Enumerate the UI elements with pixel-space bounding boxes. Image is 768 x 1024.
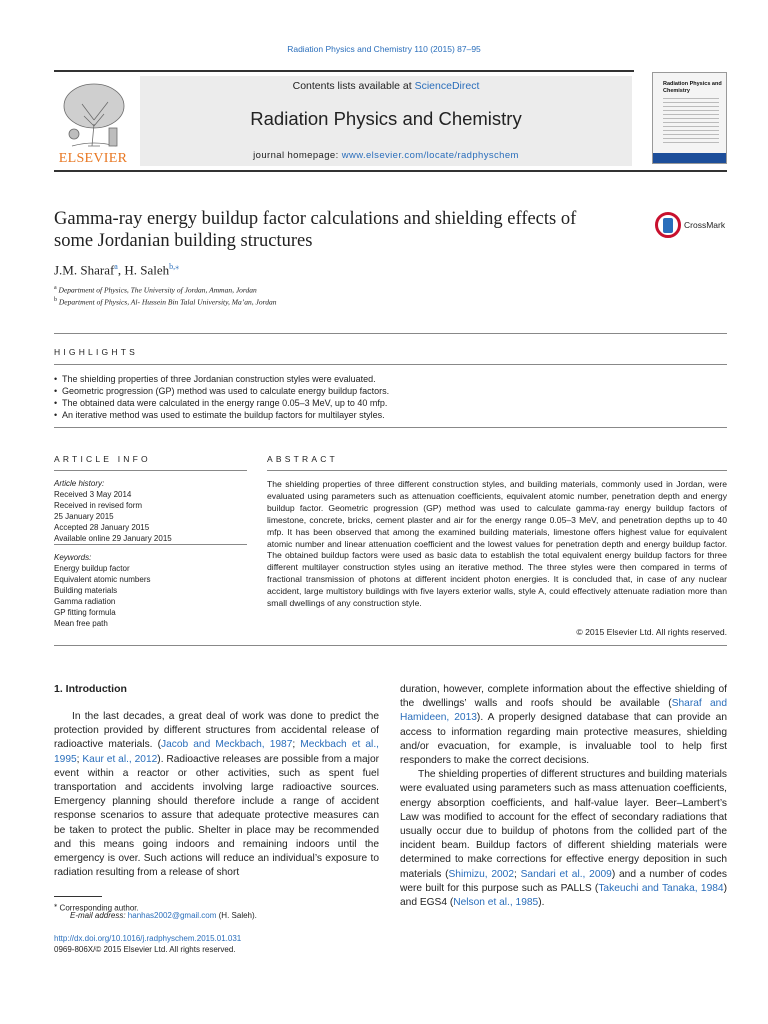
doi-link[interactable]: http://dx.doi.org/10.1016/j.radphyschem.2015.01.031 — [54, 934, 242, 943]
citation-link[interactable]: Shimizu, 2002 — [448, 868, 515, 880]
affiliation-a: $^a$ Department of Physics, The University of Jordan, Amman, Jordan — [54, 285, 257, 295]
keyword: Mean free path — [54, 619, 108, 628]
journal-title: Radiation Physics and Chemistry — [250, 108, 522, 129]
abstract-copyright: © 2015 Elsevier Ltd. All rights reserved. — [576, 627, 727, 637]
intro-left-column — [54, 710, 379, 880]
citation-link[interactable]: Sharaf and Hamideen, 2013 — [400, 698, 728, 724]
author-list: J.M. Sharaf$^a$, H. Saleh$^{b,⁎}$ — [54, 262, 180, 278]
keyword: Building materials — [54, 586, 118, 595]
divider — [54, 364, 727, 365]
cover-text-lines — [663, 98, 719, 146]
abstract-text: The shielding properties of three different construction styles, and building materials, commonly used in Jordan, were evaluated using parameters such as attenuation coefficients, equivalent atomic number, penetration depth and energy buildup factor. Geometric progression (GP) method was used to calculate gamma-ray energy buildup factors of limestone, concrete, bricks, cement plaster and air for the energy range 0.05–3 MeV, and penetration depths up to 40 mfp. It has been observed that among the examined building materials, limestone offers highest value for equivalent atomic number and linear attenuation coefficient and the lowest values for penetration depth and energy buildup factor. The obtained buildup factors were used as basic data to establish the total equivalent energy buildup factors for three different multilayer construction styles using an iterative method. The three styles were then compared in terms of fractional transmission of photons at different incident photon energies. It is concluded that, in case of any nuclear accident, large multistory buildings with five layers exterior walls, style A, could effectively attenuate radiation more than small dwellings of any construction style. — [267, 479, 727, 609]
highlight-item: • Geometric progression (GP) method was used to calculate energy buildup factors. — [54, 385, 727, 397]
author-sharaf: J.M. Sharaf — [54, 262, 115, 278]
homepage-link[interactable]: www.elsevier.com/locate/radphyschem — [341, 150, 519, 161]
keyword: GP fitting formula — [54, 608, 116, 617]
citation-link[interactable]: Nelson et al., 1985 — [453, 897, 539, 909]
affiliation-link-a[interactable]: a — [114, 262, 118, 271]
keywords: Keywords: Energy buildup factor Equivalent atomic numbers Building materials Gamma radiation GP fitting formula Mean free path — [54, 552, 247, 629]
citation-link[interactable]: Jacob and Meckbach, 1987 — [161, 739, 293, 751]
highlight-item: • The shielding properties of three Jordanian construction styles were evaluated. — [54, 373, 727, 385]
divider — [54, 544, 247, 545]
divider — [54, 470, 247, 471]
email-note: E-mail address: hanhas2002@gmail.com (H. Saleh). — [70, 911, 257, 920]
cover-title: Radiation Physics and Chemistry — [663, 81, 722, 94]
crossmark-badge[interactable]: CrossMark — [655, 212, 730, 240]
intro-paragraph: In the last decades, a great deal of work was done to predict the protection provided by different structures from accidental release of radioactive materials. (Jacob and Meckbach, 1987; Meckbach et al., 1995; Kaur et al., 2012). Radioactive releases are possible from a major event within a reactor or other activities, such as spent fuel transportation and accidents involving large radioactive sources. Emergency planning should therefore include a range of accident response scenarios to assure that adequate protective measures can be taken to protect the public. Shelter in place may be recommended and this means going indoors and remaining indoors until the emergency is over. Such actions will reduce an individual’s exposure to radiation resulting from a release of short — [54, 711, 380, 879]
citation-link[interactable]: Takeuchi and Tanaka, 1984 — [598, 882, 724, 894]
citation-link[interactable]: Meckbach et al., 1995 — [54, 739, 379, 765]
journal-cover-thumbnail — [652, 72, 727, 164]
article-title: Gamma-ray energy buildup factor calculations and shielding effects of some Jordanian building structures — [54, 209, 577, 251]
publisher-name: ELSEVIER — [58, 151, 128, 166]
sciencedirect-link[interactable]: ScienceDirect — [414, 80, 480, 92]
highlight-item: • The obtained data were calculated in the energy range 0.05–3 MeV, up to 40 mfp. — [54, 397, 727, 409]
corresponding-author-note: ⁎ Corresponding author. — [54, 902, 139, 913]
keyword: Energy buildup factor — [54, 564, 130, 573]
masthead-rule-bottom — [54, 170, 727, 172]
affiliation-b: $^b$ Department of Physics, Al- Hussein Bin Talal University, Ma’an, Jordan — [54, 297, 277, 307]
keyword: Equivalent atomic numbers — [54, 575, 151, 584]
highlights-heading: HIGHLIGHTS — [54, 347, 138, 357]
divider — [267, 470, 727, 471]
divider — [54, 427, 727, 428]
intro-right-column — [400, 683, 727, 910]
affiliation-link-b[interactable]: b,⁎ — [169, 262, 180, 271]
journal-homepage: journal homepage: www.elsevier.com/locate/radphyschem — [253, 150, 519, 161]
highlights-list — [54, 373, 727, 421]
article-info-heading: ARTICLE INFO — [54, 454, 151, 464]
citation-link[interactable]: Kaur et al., 2012 — [82, 753, 158, 765]
highlight-item: • An iterative method was used to estimate the buildup factors for multilayer styles. — [54, 409, 727, 421]
crossmark-icon — [655, 212, 681, 238]
abstract-heading: ABSTRACT — [267, 454, 338, 464]
footnote-rule — [54, 896, 102, 897]
author-email-link[interactable]: hanhas2002@gmail.com — [127, 911, 217, 920]
author-saleh: H. Saleh — [124, 262, 170, 278]
issn-line: 0969-806X/© 2015 Elsevier Ltd. All rights reserved. — [54, 945, 236, 954]
journal-citation[interactable]: Radiation Physics and Chemistry 110 (2015) 87–95 — [287, 44, 481, 54]
divider — [54, 333, 727, 334]
intro-paragraph: duration, however, complete information about the effective shielding of the dwellings’ walls and roofs should be available (Sharaf and Hamideen, 2013). A properly designed database that can provide an access to information regarding main protective measures, shielding and/or evacuation, for example, is invaluable tool to help first responders to make the correct decisions. — [400, 684, 728, 767]
contents-line: Contents lists available at ScienceDirect — [292, 80, 480, 92]
masthead-rule-top — [54, 70, 634, 72]
keyword: Gamma radiation — [54, 597, 116, 606]
cover-badge — [653, 153, 727, 163]
citation-link[interactable]: Sandari et al., 2009 — [520, 868, 612, 880]
section-heading-introduction: 1. Introduction — [54, 683, 127, 695]
article-history: Article history: Received 3 May 2014 Received in revised form 25 January 2015 Accepted 28 January 2015 Available online 29 January 2015 — [54, 479, 172, 543]
intro-paragraph: The shielding properties of different structures and building materials were evaluated using parameters such as mass attenuation coefficients, energy absorption coefficients, and half-value layer. Beer–Lambert’s Law was modified to account for the effect of secondary radiations that usually occur due to buildup of photons from the collided part of the incident beam. Buildup factors of different shielding materials were determined to make corrections for effective energy deposition in such materials (Shimizu, 2002; Sandari et al., 2009) and a number of codes were built for this purpose such as PALLS (Takeuchi and Tanaka, 1984) and EGS4 (Nelson et al., 1985). — [400, 769, 728, 909]
divider — [54, 645, 727, 646]
